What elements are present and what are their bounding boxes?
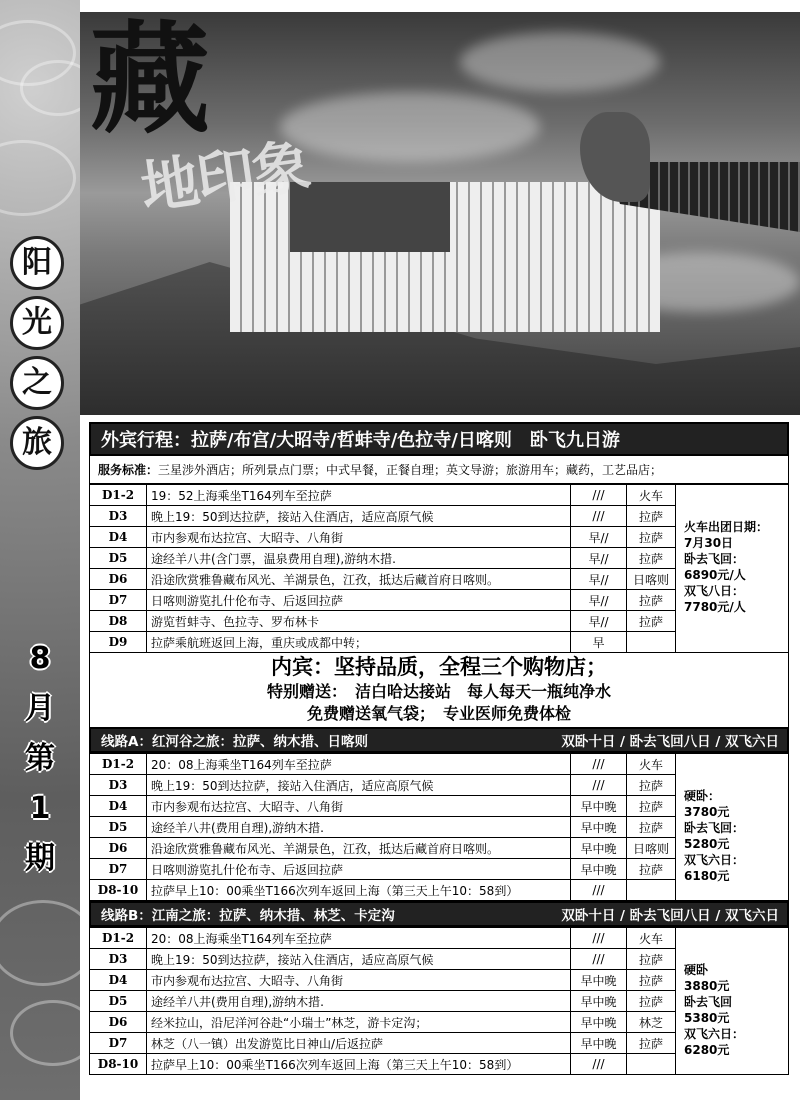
service-label: 服务标准： [98, 463, 159, 477]
price-line: 卧去飞回： [684, 552, 745, 566]
desc-cell: 晚上19：50到达拉萨，接站入住酒店，适应高原气候 [147, 506, 571, 527]
day-cell: D7 [90, 859, 147, 880]
table-row [90, 775, 676, 796]
location-cell: 日喀则 [627, 838, 676, 859]
desc-cell: 日喀则游览扎什伦布寺、后返回拉萨 [147, 590, 571, 611]
table-row [90, 1054, 676, 1075]
issue-char: 1 [29, 791, 51, 826]
meal-cell: 早// [571, 548, 627, 569]
table-row [90, 632, 676, 653]
brand-char: 之 [10, 356, 64, 410]
location-cell: 拉萨 [627, 548, 676, 569]
location-cell: 火车 [627, 928, 676, 949]
meal-cell: 早中晚 [571, 991, 627, 1012]
desc-cell: 途经羊八井(费用自理),游纳木措. [147, 991, 571, 1012]
meal-cell: /// [571, 506, 627, 527]
location-cell: 拉萨 [627, 991, 676, 1012]
hero-title: 藏 [90, 12, 206, 150]
location-cell: 拉萨 [627, 775, 676, 796]
route-b-title: 线路B：江南之旅：拉萨、纳木措、林芝、卡定沟 [101, 908, 395, 924]
table-row [90, 817, 676, 838]
itinerary-content [89, 422, 789, 1075]
price-line: 双飞八日： [684, 584, 745, 598]
issue-char: 月 [25, 691, 55, 726]
day-cell: D3 [90, 775, 147, 796]
route-b-price-box [676, 927, 789, 1075]
location-cell: 火车 [627, 754, 676, 775]
main-price-box [676, 484, 789, 653]
main-itinerary-title: 外宾行程：拉萨/布宫/大昭寺/哲蚌寺/色拉寺/日喀则 卧飞九日游 [89, 422, 789, 456]
meal-cell: 早中晚 [571, 970, 627, 991]
table-row [90, 991, 676, 1012]
desc-cell: 19：52上海乘坐T164列车至拉萨 [147, 485, 571, 506]
day-cell: D8 [90, 611, 147, 632]
table-row [90, 590, 676, 611]
location-cell [627, 632, 676, 653]
desc-cell: 市内参观布达拉宫、大昭寺、八角街 [147, 796, 571, 817]
meal-cell: 早// [571, 590, 627, 611]
day-cell: D1-2 [90, 485, 147, 506]
desc-cell: 林芝（八一镇）出发游览比日神山/后返拉萨 [147, 1033, 571, 1054]
day-cell: D4 [90, 796, 147, 817]
main-itinerary-block [89, 484, 789, 653]
promo-gift-line: 免费赠送氧气袋； 专业医师免费体检 [306, 704, 571, 723]
location-cell: 拉萨 [627, 590, 676, 611]
promo-headline: 内宾：坚持品质，全程三个购物店； [271, 654, 607, 679]
meal-cell: /// [571, 928, 627, 949]
location-cell: 拉萨 [627, 970, 676, 991]
route-a-price-box [676, 753, 789, 901]
side-decoration [0, 0, 80, 1100]
desc-cell: 日喀则游览扎什伦布寺、后返回拉萨 [147, 859, 571, 880]
desc-cell: 游览哲蚌寺、色拉寺、罗布林卡 [147, 611, 571, 632]
price-line: 双飞六日： [684, 853, 745, 867]
meal-cell: 早// [571, 569, 627, 590]
price-line: 7780元/人 [684, 600, 746, 614]
price-line: 6280元 [684, 1043, 730, 1057]
day-cell: D7 [90, 590, 147, 611]
location-cell: 拉萨 [627, 859, 676, 880]
issue-label [14, 634, 66, 884]
desc-cell: 沿途欣赏雅鲁藏布风光、羊湖景色，江孜，抵达后藏首府日喀则。 [147, 838, 571, 859]
route-a-title: 线路A：红河谷之旅：拉萨、纳木措、日喀则 [101, 734, 368, 750]
meal-cell: /// [571, 1054, 627, 1075]
day-cell: D3 [90, 949, 147, 970]
table-row [90, 569, 676, 590]
meal-cell: /// [571, 485, 627, 506]
brand-char: 旅 [10, 416, 64, 470]
desc-cell: 晚上19：50到达拉萨，接站入住酒店，适应高原气候 [147, 949, 571, 970]
desc-cell: 20：08上海乘坐T164列车至拉萨 [147, 754, 571, 775]
location-cell: 拉萨 [627, 949, 676, 970]
table-row [90, 1012, 676, 1033]
location-cell [627, 1054, 676, 1075]
location-cell: 林芝 [627, 1012, 676, 1033]
location-cell: 拉萨 [627, 527, 676, 548]
issue-char: 第 [25, 741, 55, 776]
day-cell: D3 [90, 506, 147, 527]
service-text: 三星涉外酒店；所列景点门票；中式早餐，正餐自理；英文导游；旅游用车；藏药，工艺品店； [158, 463, 663, 477]
desc-cell: 20：08上海乘坐T164列车至拉萨 [147, 928, 571, 949]
location-cell: 拉萨 [627, 611, 676, 632]
day-cell: D8-10 [90, 1054, 147, 1075]
price-line: 5380元 [684, 1011, 730, 1025]
location-cell: 日喀则 [627, 569, 676, 590]
service-standard [89, 456, 789, 484]
desc-cell: 晚上19：50到达拉萨，接站入住酒店，适应高原气候 [147, 775, 571, 796]
price-line: 6180元 [684, 869, 730, 883]
meal-cell: /// [571, 949, 627, 970]
meal-cell: 早中晚 [571, 838, 627, 859]
table-row [90, 506, 676, 527]
day-cell: D8-10 [90, 880, 147, 901]
desc-cell: 市内参观布达拉宫、大昭寺、八角街 [147, 970, 571, 991]
meal-cell: 早中晚 [571, 796, 627, 817]
location-cell: 火车 [627, 485, 676, 506]
day-cell: D7 [90, 1033, 147, 1054]
meal-cell: /// [571, 775, 627, 796]
price-line: 6890元/人 [684, 568, 746, 582]
price-line: 火车出团日期： [684, 520, 769, 534]
route-a-options: 双卧十日 / 卧去飞回八日 / 双飞六日 [561, 734, 779, 750]
day-cell: D6 [90, 1012, 147, 1033]
day-cell: D5 [90, 991, 147, 1012]
day-cell: D9 [90, 632, 147, 653]
location-cell: 拉萨 [627, 1033, 676, 1054]
brand-char: 光 [10, 296, 64, 350]
meal-cell: 早// [571, 611, 627, 632]
main-itinerary-table [89, 484, 676, 653]
meal-cell: /// [571, 880, 627, 901]
route-a-title-bar [89, 727, 789, 753]
table-row [90, 548, 676, 569]
table-row [90, 754, 676, 775]
price-line: 硬卧 [684, 963, 709, 977]
table-row [90, 859, 676, 880]
meal-cell: 早中晚 [571, 1012, 627, 1033]
route-b-options: 双卧十日 / 卧去飞回八日 / 双飞六日 [561, 908, 779, 924]
table-row [90, 970, 676, 991]
day-cell: D4 [90, 970, 147, 991]
meal-cell: 早中晚 [571, 859, 627, 880]
location-cell: 拉萨 [627, 506, 676, 527]
location-cell [627, 880, 676, 901]
promo-gift-line: 特别赠送： 洁白哈达接站 每人每天一瓶纯净水 [266, 682, 611, 701]
price-line: 硬卧： [684, 789, 721, 803]
route-a-table [89, 753, 676, 901]
price-line: 双飞六日： [684, 1027, 745, 1041]
day-cell: D5 [90, 817, 147, 838]
table-row [90, 928, 676, 949]
desc-cell: 途经羊八井(费用自理),游纳木措. [147, 817, 571, 838]
table-row [90, 949, 676, 970]
desc-cell: 拉萨乘航班返回上海，重庆或成都中转； [147, 632, 571, 653]
price-line: 3780元 [684, 805, 730, 819]
issue-char: 8 [29, 641, 51, 676]
day-cell: D6 [90, 838, 147, 859]
meal-cell: 早// [571, 527, 627, 548]
route-b-block [89, 927, 789, 1075]
table-row [90, 1033, 676, 1054]
table-row [90, 611, 676, 632]
desc-cell: 拉萨早上10：00乘坐T166次列车返回上海（第三天上午10：58到） [147, 1054, 571, 1075]
issue-char: 期 [25, 841, 55, 876]
desc-cell: 沿途欣赏雅鲁藏布风光、羊湖景色，江孜，抵达后藏首府日喀则。 [147, 569, 571, 590]
desc-cell: 途经羊八井(含门票，温泉费用自理),游纳木措. [147, 548, 571, 569]
meal-cell: 早中晚 [571, 817, 627, 838]
table-row [90, 838, 676, 859]
promotion-block [89, 653, 789, 727]
price-line: 卧去飞回 [684, 995, 733, 1009]
day-cell: D6 [90, 569, 147, 590]
day-cell: D4 [90, 527, 147, 548]
meal-cell: 早 [571, 632, 627, 653]
desc-cell: 拉萨早上10：00乘坐T166次列车返回上海（第三天上午10：58到） [147, 880, 571, 901]
table-row [90, 796, 676, 817]
route-a-block [89, 753, 789, 901]
table-row [90, 880, 676, 901]
meal-cell: /// [571, 754, 627, 775]
day-cell: D1-2 [90, 754, 147, 775]
brand-char: 阳 [10, 236, 64, 290]
table-row [90, 527, 676, 548]
table-row [90, 485, 676, 506]
location-cell: 拉萨 [627, 817, 676, 838]
desc-cell: 经米拉山，沿尼洋河谷赴“小瑞士”林芝，游卡定沟； [147, 1012, 571, 1033]
hero-subtitle: 地印象 [136, 131, 313, 223]
price-line: 3880元 [684, 979, 730, 993]
day-cell: D5 [90, 548, 147, 569]
hero-image [80, 12, 800, 415]
desc-cell: 市内参观布达拉宫、大昭寺、八角街 [147, 527, 571, 548]
day-cell: D1-2 [90, 928, 147, 949]
location-cell: 拉萨 [627, 796, 676, 817]
price-line: 7月30日 [684, 536, 734, 550]
price-line: 卧去飞回： [684, 821, 745, 835]
route-b-table [89, 927, 676, 1075]
price-line: 5280元 [684, 837, 730, 851]
meal-cell: 早中晚 [571, 1033, 627, 1054]
route-b-title-bar [89, 901, 789, 927]
